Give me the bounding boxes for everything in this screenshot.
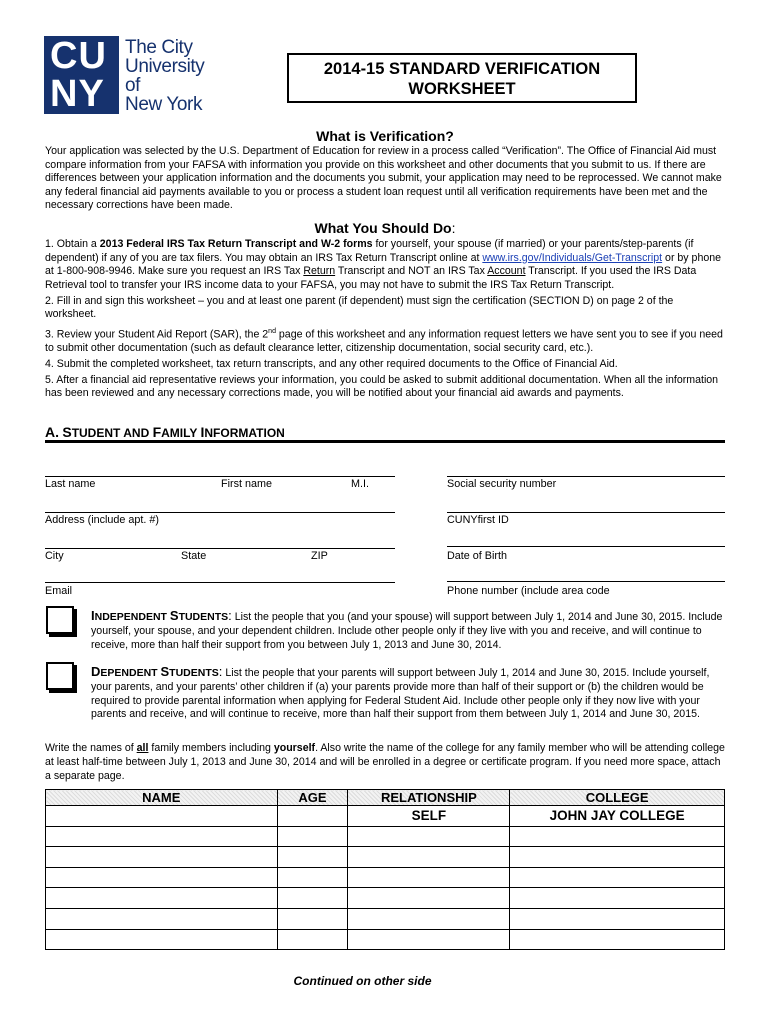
cell-college[interactable] (510, 867, 725, 888)
city-label: City (45, 550, 64, 562)
instructions-all: all (136, 742, 149, 754)
zip-label: ZIP (311, 550, 328, 562)
last-name-label: Last name (45, 478, 96, 490)
cell-relationship[interactable] (348, 847, 510, 868)
table-row (46, 888, 725, 909)
heading-cap: I (91, 608, 95, 623)
phone-line[interactable] (447, 581, 725, 582)
title-line-1: 2014-15 STANDARD VERIFICATION (323, 60, 601, 78)
name-line[interactable] (45, 476, 395, 477)
cell-age[interactable] (277, 929, 348, 950)
section-divider (45, 440, 725, 443)
cell-age[interactable] (277, 847, 348, 868)
heading-cap: S (160, 664, 170, 679)
section-word: AMILY (161, 426, 201, 440)
first-name-label: First name (221, 478, 272, 490)
continued-footer: Continued on other side (293, 974, 432, 988)
heading-cap: D (91, 664, 101, 679)
ssn-label: Social security number (447, 478, 557, 490)
heading-small: NDEPENDENT (94, 611, 170, 623)
todo-steps (45, 238, 725, 404)
step-1-text: 1. Obtain a (45, 238, 100, 250)
cell-college[interactable] (510, 826, 725, 847)
independent-checkbox[interactable] (46, 606, 74, 634)
table-row (46, 806, 725, 827)
cell-age[interactable] (277, 806, 348, 827)
step-1-text: Transcript. If you used the IRS Data Retrieval tool to transfer your IRS income data to your FAFSA, you may not have to submit the IRS Tax Return Transcript. (45, 265, 697, 291)
cell-age[interactable] (277, 826, 348, 847)
dob-line[interactable] (447, 546, 725, 547)
state-label: State (181, 550, 207, 562)
step-3-sup: nd (268, 327, 276, 335)
header-age: AGE (277, 790, 348, 806)
step-1-bold: 2013 Federal IRS Tax Return Transcript and W-2 forms (99, 238, 373, 250)
independent-body: List the people that you (and your spouse) will support between July 1, 2014 and June 30, 2015. Include yourself, your spouse, and your dependent children. Include other people only if they live with you and receive, and will continue to receive, more than half their support from you between July 1, 2013 and June 30, 2014. (91, 611, 723, 651)
header-name: NAME (46, 790, 278, 806)
section-word: NFORMATION (204, 426, 285, 440)
dependent-checkbox[interactable] (46, 662, 74, 690)
cell-relationship[interactable] (348, 888, 510, 909)
cell-relationship[interactable] (348, 826, 510, 847)
cell-age[interactable] (277, 888, 348, 909)
cell-relationship[interactable] (348, 929, 510, 950)
step-1-text: Transcript and NOT an IRS Tax (335, 265, 488, 278)
instructions-text: Write the names of (45, 742, 137, 754)
dependent-students-text (91, 665, 726, 722)
header-college: COLLEGE (510, 790, 725, 806)
university-name (125, 38, 204, 114)
cell-age[interactable] (277, 908, 348, 929)
cell-name[interactable] (46, 826, 278, 847)
section-a-heading (45, 424, 285, 440)
email-label: Email (45, 585, 72, 597)
logo-letters-bottom: NY (50, 73, 105, 115)
step-1-underline: Account (487, 265, 526, 278)
city-line[interactable] (45, 548, 395, 549)
phone-label: Phone number (include area code (447, 585, 610, 597)
step-3-text: 3. Review your Student Aid Report (SAR), the 2 (45, 328, 269, 341)
heading-colon: : (218, 664, 223, 679)
cell-college[interactable] (510, 929, 725, 950)
cell-relationship[interactable]: SELF (348, 806, 510, 827)
university-name-line: The City (125, 37, 193, 58)
section-letter: A. (45, 424, 59, 440)
cell-name[interactable] (46, 867, 278, 888)
heading-small: TUDENTS (178, 611, 229, 623)
dependent-heading (91, 664, 219, 679)
todo-heading-text: What You Should Do (314, 220, 452, 236)
mi-label: M.I. (351, 478, 369, 490)
instructions-text: . Also write the name of the college for any family member who will be attending college at least half-time between July 1, 2013 and June 30, 2014 and will be enrolled in a degree or certificate program. If you need more space, attach a separate page. (45, 742, 725, 782)
cunyfirst-label: CUNYfirst ID (447, 514, 509, 526)
cell-name[interactable] (46, 908, 278, 929)
verification-body: Your application was selected by the U.S. Department of Education for review in a process called “Verification”. The Office of Financial Aid must compare information from your FAFSA with information you provide on this worksheet and other documents that you submit to us. If there are differences between your application information and the documents you submit, your application may need to be reprocessed. We cannot make any federal financial aid payments available to you or process a student loan request until all verification requirements have been met and the necessary corrections have been made. (45, 145, 722, 212)
instructions-yourself: yourself (273, 742, 316, 754)
table-row (46, 826, 725, 847)
cell-name[interactable] (46, 806, 278, 827)
step-1-underline: Return (303, 265, 336, 278)
family-members-table (45, 789, 725, 950)
logo-letters-top: CU (50, 35, 107, 77)
worksheet-title (287, 53, 637, 103)
heading-small: TUDENTS (169, 667, 219, 679)
cell-college[interactable] (510, 847, 725, 868)
cell-name[interactable] (46, 929, 278, 950)
university-name-line: of (125, 75, 141, 96)
heading-colon: : (228, 608, 232, 623)
cell-college[interactable] (510, 888, 725, 909)
dob-label: Date of Birth (447, 550, 508, 562)
table-row (46, 908, 725, 929)
step-3 (45, 325, 725, 356)
cell-name[interactable] (46, 847, 278, 868)
table-header-row (46, 790, 725, 806)
step-1-text: or by phone at 1-800-908-9946. Make sure you request an IRS Tax (45, 251, 722, 278)
section-cap: I (200, 424, 205, 440)
university-name-line: University (125, 56, 205, 77)
title-line-2: WORKSHEET (408, 80, 516, 98)
table-row (46, 929, 725, 950)
cunyfirst-line[interactable] (447, 512, 725, 513)
irs-transcript-link[interactable]: www.irs.gov/Individuals/Get-Transcript (482, 251, 663, 264)
step-5: 5. After a financial aid representative reviews your information, you could be asked to submit additional documentation. When all the information has been reviewed and any necessary corrections made, you will be notified about your financial aid awards and payments. (45, 373, 719, 400)
address-label: Address (include apt. #) (45, 514, 160, 526)
cell-relationship[interactable] (348, 867, 510, 888)
step-4: 4. Submit the completed worksheet, tax return transcripts, and any other required documents to the Office of Financial Aid. (45, 357, 618, 370)
verification-heading: What is Verification? (316, 128, 454, 144)
cell-name[interactable] (46, 888, 278, 909)
step-1 (45, 238, 725, 292)
table-row (46, 847, 725, 868)
step-3-text: page of this worksheet and any information request letters we have sent you to see if you need to submit other documentation (such as default clearance letter, citizenship documentation, social security card, etc.). (45, 328, 723, 354)
address-line[interactable] (45, 512, 395, 513)
step-1-text: for yourself, your spouse (if married) or your parents/step-parents (if dependent) if any of you are tax filers. You may obtain an IRS Tax Return Transcript online at (45, 238, 694, 264)
university-name-line: New York (125, 94, 203, 115)
cell-college[interactable] (510, 908, 725, 929)
header-relationship: RELATIONSHIP (348, 790, 510, 806)
cell-college[interactable]: JOHN JAY COLLEGE (510, 806, 725, 827)
email-line[interactable] (45, 582, 395, 583)
todo-heading (0, 220, 770, 236)
ssn-line[interactable] (447, 476, 725, 477)
cell-relationship[interactable] (348, 908, 510, 929)
heading-small: EPENDENT (100, 667, 161, 679)
table-row (46, 867, 725, 888)
heading-cap: S (169, 608, 179, 623)
instructions-text: family members including (148, 742, 274, 754)
section-word: TUDENT AND (71, 426, 153, 440)
cell-age[interactable] (277, 867, 348, 888)
step-2: 2. Fill in and sign this worksheet – you and at least one parent (if dependent) must sign the certification (SECTION D) on page 2 of the worksheet. (45, 294, 674, 321)
todo-heading-colon: : (451, 220, 456, 236)
section-cap: S (62, 424, 72, 440)
independent-heading (91, 608, 228, 623)
independent-students-text (91, 609, 726, 652)
cuny-logo (44, 36, 119, 114)
dependent-body: List the people that your parents will support between July 1, 2014 and June 30, 2015. Include yourself, your parents, and your parents’ other children if (a) your parents provide more than half of their support or (b) the children would be required to provide parental information when applying for Federal Student Aid. Include other people only if they now live with your parents and receive, and will continue to receive, more than half their support from them between July 1, 2014 and June 30, 2015. (91, 667, 710, 721)
section-cap: F (152, 424, 162, 440)
family-instructions (45, 742, 725, 783)
